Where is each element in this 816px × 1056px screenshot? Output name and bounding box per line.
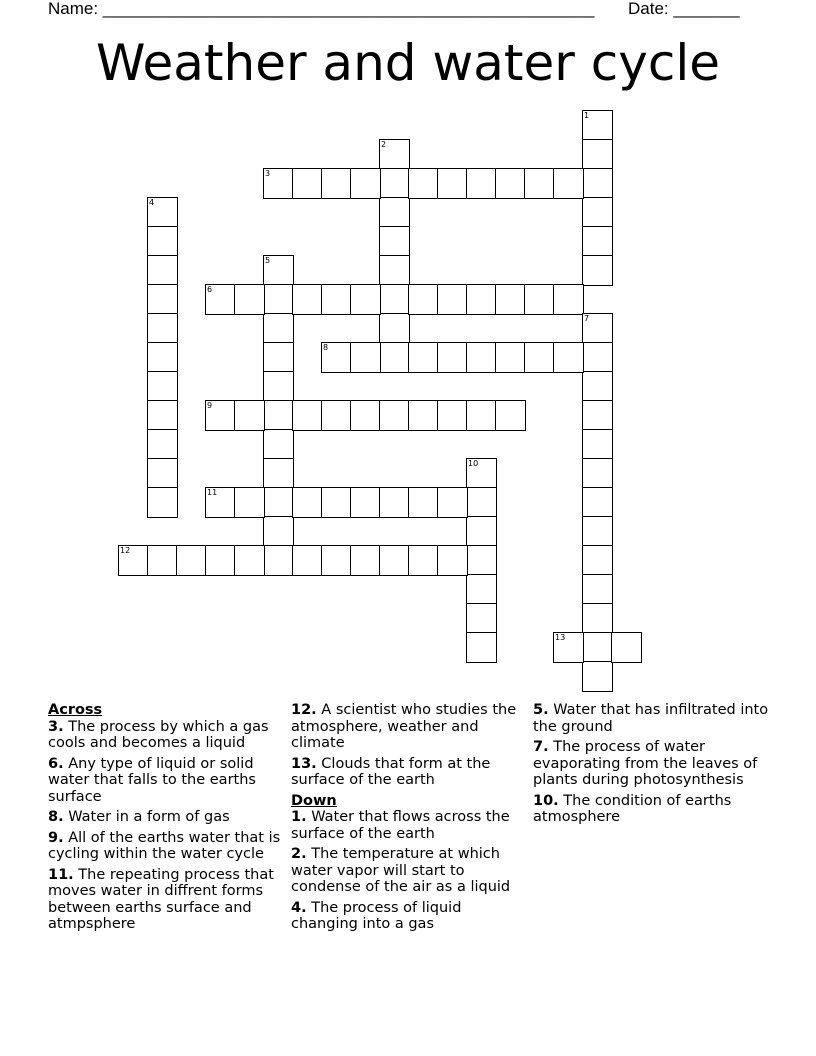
grid-cell[interactable] bbox=[582, 516, 613, 547]
clue-down-10: 10. The condition of earths atmosphere bbox=[533, 792, 732, 825]
grid-cell[interactable] bbox=[524, 342, 555, 373]
grid-cell[interactable] bbox=[379, 400, 410, 431]
grid-cell[interactable] bbox=[147, 545, 178, 576]
grid-cell[interactable] bbox=[582, 632, 613, 663]
grid-cell[interactable] bbox=[350, 487, 381, 518]
grid-cell[interactable] bbox=[495, 284, 526, 315]
grid-cell[interactable] bbox=[553, 342, 584, 373]
clue-across-9: 9. All of the earths water that is cycling within the water cycle bbox=[48, 829, 281, 862]
clue-number: 3 bbox=[265, 169, 271, 178]
clue-down-4: 4. The process of liquid changing into a gas bbox=[291, 899, 462, 932]
grid-cell[interactable] bbox=[408, 545, 439, 576]
date-field[interactable]: Date: _______ bbox=[628, 0, 740, 18]
grid-cell[interactable] bbox=[408, 400, 439, 431]
grid-cell[interactable] bbox=[553, 284, 584, 315]
grid-cell[interactable] bbox=[582, 371, 613, 402]
clues-column-2 bbox=[291, 700, 527, 937]
grid-cell[interactable] bbox=[234, 545, 265, 576]
grid-cell[interactable] bbox=[234, 487, 265, 518]
grid-cell[interactable] bbox=[321, 487, 352, 518]
grid-cell[interactable] bbox=[263, 516, 294, 547]
grid-cell[interactable] bbox=[582, 545, 613, 576]
grid-cell[interactable] bbox=[582, 226, 613, 257]
grid-cell[interactable] bbox=[582, 255, 613, 286]
grid-cell[interactable] bbox=[263, 342, 294, 373]
grid-cell[interactable] bbox=[437, 545, 468, 576]
clue-number: 7 bbox=[584, 314, 590, 323]
grid-cell[interactable] bbox=[205, 400, 236, 431]
grid-cell[interactable] bbox=[321, 168, 352, 199]
grid-cell[interactable] bbox=[582, 458, 613, 489]
grid-cell[interactable] bbox=[147, 342, 178, 373]
across-heading: Across bbox=[48, 702, 103, 718]
grid-cell[interactable] bbox=[205, 284, 236, 315]
grid-cell[interactable] bbox=[524, 168, 555, 199]
clue-number: 13 bbox=[555, 633, 566, 642]
clue-number: 1 bbox=[584, 111, 590, 120]
name-field[interactable]: Name: ____________________________________________________ bbox=[48, 0, 595, 18]
grid-cell[interactable] bbox=[466, 400, 497, 431]
grid-cell[interactable] bbox=[582, 487, 613, 518]
down-heading: Down bbox=[291, 792, 337, 809]
grid-cell[interactable] bbox=[466, 545, 497, 576]
grid-cell[interactable] bbox=[466, 574, 497, 605]
grid-cell[interactable] bbox=[147, 313, 178, 344]
grid-cell[interactable] bbox=[321, 342, 352, 373]
clue-number: 11 bbox=[207, 488, 218, 497]
grid-cell[interactable] bbox=[379, 197, 410, 228]
grid-cell[interactable] bbox=[582, 197, 613, 228]
grid-cell[interactable] bbox=[466, 603, 497, 634]
grid-cell[interactable] bbox=[466, 487, 497, 518]
grid-cell[interactable] bbox=[147, 458, 178, 489]
grid-cell[interactable] bbox=[350, 545, 381, 576]
grid-cell[interactable] bbox=[292, 545, 323, 576]
grid-cell[interactable] bbox=[379, 226, 410, 257]
clue-down-7: 7. The process of water evaporating from the leaves of plants during photosynthesis bbox=[533, 739, 758, 788]
grid-cell[interactable] bbox=[263, 545, 294, 576]
grid-cell[interactable] bbox=[234, 284, 265, 315]
clues-column-1 bbox=[48, 700, 284, 937]
clue-number: 6 bbox=[207, 285, 213, 294]
grid-cell[interactable] bbox=[205, 545, 236, 576]
clue-number: 4 bbox=[149, 198, 155, 207]
grid-cell[interactable] bbox=[582, 603, 613, 634]
grid-cell[interactable] bbox=[147, 487, 178, 518]
grid-cell[interactable] bbox=[379, 168, 410, 199]
puzzle-title: Weather and water cycle bbox=[96, 34, 720, 92]
grid-cell[interactable] bbox=[408, 487, 439, 518]
grid-cell[interactable] bbox=[263, 458, 294, 489]
grid-cell[interactable] bbox=[263, 313, 294, 344]
clue-down-1: 1. Water that flows across the surface of the earth bbox=[291, 809, 510, 842]
grid-cell[interactable] bbox=[466, 168, 497, 199]
clue-across-6: 6. Any type of liquid or solid water that falls to the earths surface bbox=[48, 755, 256, 805]
grid-cell[interactable] bbox=[379, 342, 410, 373]
grid-cell[interactable] bbox=[350, 168, 381, 199]
grid-cell[interactable] bbox=[379, 139, 410, 170]
grid-cell[interactable] bbox=[553, 632, 584, 663]
grid-cell[interactable] bbox=[437, 342, 468, 373]
grid-cell[interactable] bbox=[263, 284, 294, 315]
clue-number: 5 bbox=[265, 256, 271, 265]
grid-cell[interactable] bbox=[495, 168, 526, 199]
grid-cell[interactable] bbox=[263, 400, 294, 431]
grid-cell[interactable] bbox=[263, 429, 294, 460]
grid-cell[interactable] bbox=[408, 168, 439, 199]
grid-cell[interactable] bbox=[263, 371, 294, 402]
grid-cell[interactable] bbox=[147, 371, 178, 402]
grid-cell[interactable] bbox=[263, 168, 294, 199]
grid-cell[interactable] bbox=[147, 226, 178, 257]
grid-cell[interactable] bbox=[408, 284, 439, 315]
clue-number: 2 bbox=[381, 140, 387, 149]
clue-number: 9 bbox=[207, 401, 213, 410]
grid-cell[interactable] bbox=[582, 574, 613, 605]
grid-cell[interactable] bbox=[292, 168, 323, 199]
grid-cell[interactable] bbox=[350, 284, 381, 315]
grid-cell[interactable] bbox=[408, 342, 439, 373]
grid-cell[interactable] bbox=[263, 255, 294, 286]
grid-cell[interactable] bbox=[495, 400, 526, 431]
grid-cell[interactable] bbox=[205, 487, 236, 518]
grid-cell[interactable] bbox=[321, 400, 352, 431]
grid-cell[interactable] bbox=[379, 545, 410, 576]
clue-across-8: 8. Water in a form of gas bbox=[48, 809, 230, 825]
grid-cell[interactable] bbox=[350, 400, 381, 431]
grid-cell[interactable] bbox=[437, 284, 468, 315]
grid-cell[interactable] bbox=[582, 429, 613, 460]
grid-cell[interactable] bbox=[292, 487, 323, 518]
grid-cell[interactable] bbox=[466, 458, 497, 489]
grid-cell[interactable] bbox=[147, 255, 178, 286]
clues-column-3 bbox=[533, 700, 769, 830]
grid-cell[interactable] bbox=[466, 632, 497, 663]
grid-cell[interactable] bbox=[582, 313, 613, 344]
clue-number: 12 bbox=[120, 546, 131, 555]
grid-cell[interactable] bbox=[292, 400, 323, 431]
grid-cell[interactable] bbox=[437, 400, 468, 431]
grid-cell[interactable] bbox=[553, 168, 584, 199]
grid-cell[interactable] bbox=[321, 284, 352, 315]
grid-cell[interactable] bbox=[379, 487, 410, 518]
grid-cell[interactable] bbox=[582, 168, 613, 199]
grid-cell[interactable] bbox=[379, 255, 410, 286]
grid-cell[interactable] bbox=[263, 487, 294, 518]
grid-cell[interactable] bbox=[118, 545, 149, 576]
grid-cell[interactable] bbox=[147, 197, 178, 228]
grid-cell[interactable] bbox=[437, 487, 468, 518]
clue-down-2: 2. The temperature at which water vapor will start to condense of the air as a liquid bbox=[291, 846, 511, 895]
clue-across-12: 12. A scientist who studies the atmosphere, weather and climate bbox=[291, 702, 517, 751]
grid-cell[interactable] bbox=[495, 342, 526, 373]
clue-across-11: 11. The repeating process that moves water in diffrent forms between earths surface and atmpsphere bbox=[48, 866, 274, 932]
grid-cell[interactable] bbox=[292, 284, 323, 315]
grid-cell[interactable] bbox=[611, 632, 642, 663]
clue-down-5: 5. Water that has infiltrated into the ground bbox=[533, 702, 769, 735]
grid-cell[interactable] bbox=[147, 284, 178, 315]
clue-across-3: 3. The process by which a gas cools and becomes a liquid bbox=[48, 718, 269, 751]
grid-cell[interactable] bbox=[466, 284, 497, 315]
grid-cell[interactable] bbox=[176, 545, 207, 576]
grid-cell[interactable] bbox=[437, 168, 468, 199]
grid-cell[interactable] bbox=[147, 400, 178, 431]
grid-cell[interactable] bbox=[582, 661, 613, 692]
clue-number: 10 bbox=[468, 459, 479, 468]
grid-cell[interactable] bbox=[524, 284, 555, 315]
grid-cell[interactable] bbox=[582, 110, 613, 141]
grid-cell[interactable] bbox=[466, 516, 497, 547]
grid-cell[interactable] bbox=[379, 313, 410, 344]
grid-cell[interactable] bbox=[582, 400, 613, 431]
grid-cell[interactable] bbox=[321, 545, 352, 576]
grid-cell[interactable] bbox=[379, 284, 410, 315]
grid-cell[interactable] bbox=[582, 139, 613, 170]
grid-cell[interactable] bbox=[350, 342, 381, 373]
clue-across-13: 13. Clouds that form at the surface of the earth bbox=[291, 755, 491, 788]
grid-cell[interactable] bbox=[466, 342, 497, 373]
grid-cell[interactable] bbox=[234, 400, 265, 431]
grid-cell[interactable] bbox=[582, 342, 613, 373]
clue-number: 8 bbox=[323, 343, 329, 352]
grid-cell[interactable] bbox=[147, 429, 178, 460]
